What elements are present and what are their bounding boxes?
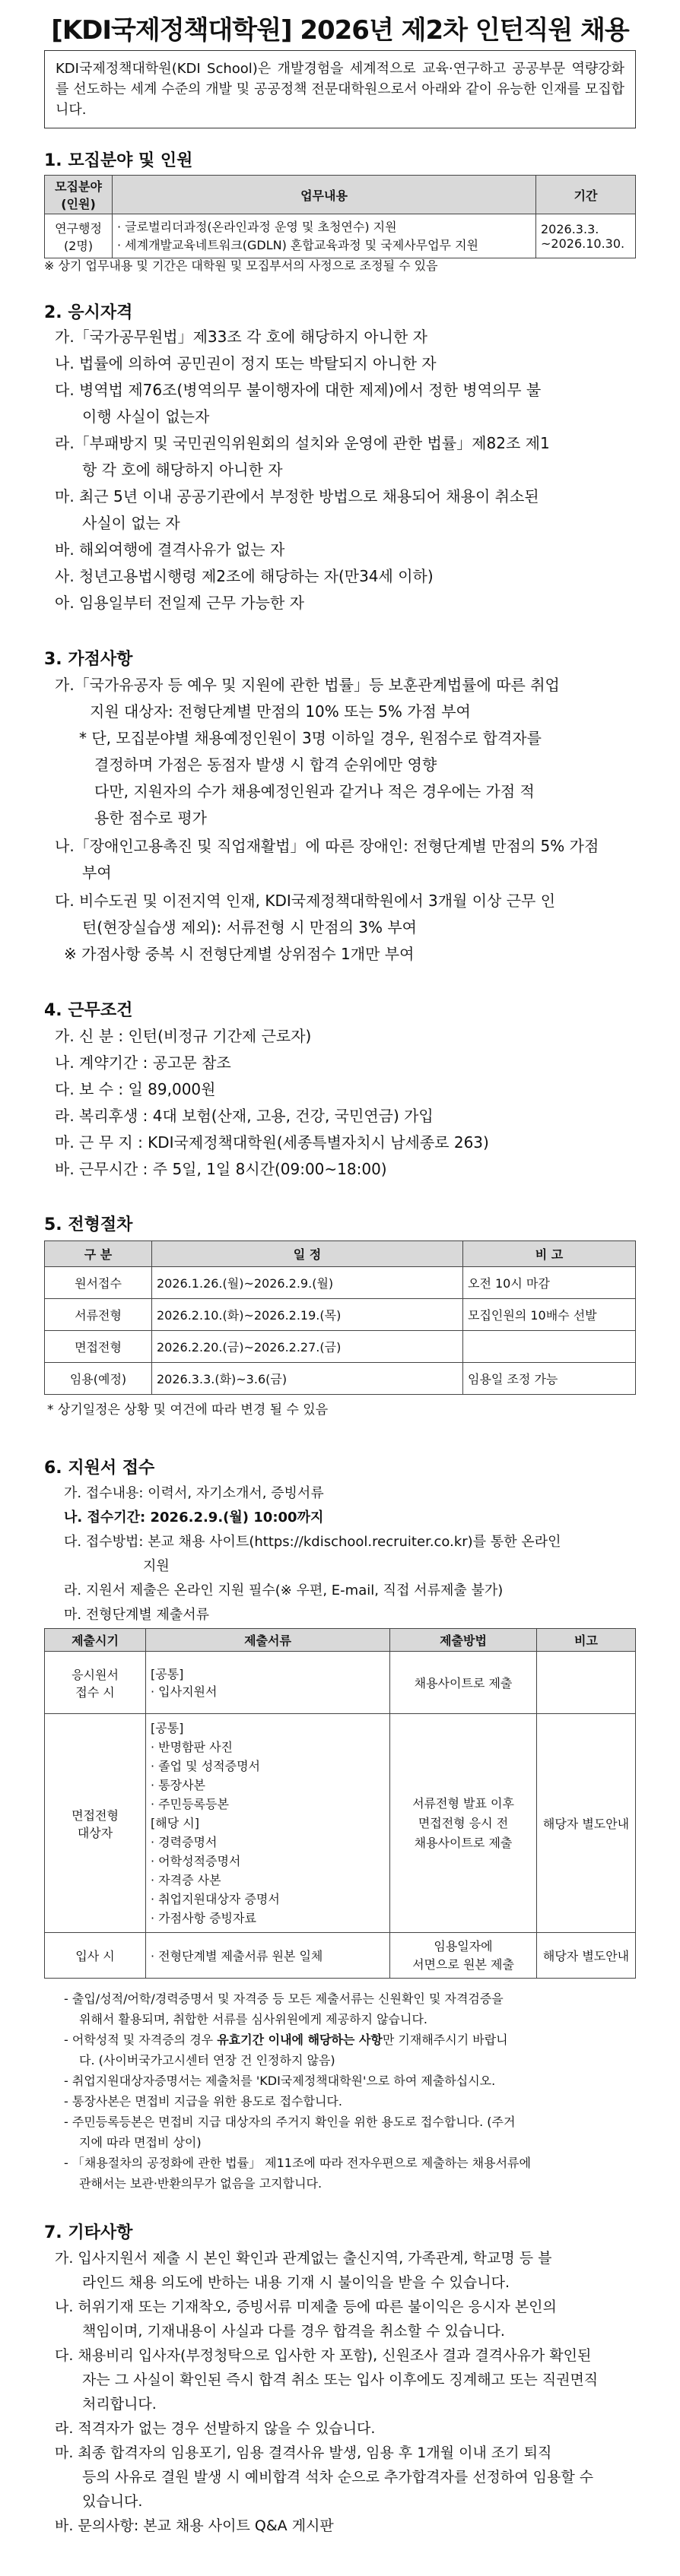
page-title: [KDI국제정책대학원] 2026년 제2차 인턴직원 채용	[51, 15, 629, 46]
s7-item: 다. 채용비리 입사자(부정청탁으로 입사한 자 포함), 신원조사 결과 결격사유가 확인된	[55, 2347, 592, 2364]
doc-item: · 전형단계별 제출서류 원본 일체	[151, 1949, 323, 1963]
s4-item: 다. 보 수 : 일 89,000원	[55, 1080, 216, 1098]
s2-item: 다. 병역법 제76조(병역의무 불이행자에 대한 제제)에서 정한 병역의무 불	[55, 381, 542, 399]
header-remark: 비 고	[463, 1241, 636, 1267]
s2-item: 가.「국가공무원법」제33조 각 호에 해당하지 아니한 자	[55, 328, 427, 346]
header-method: 제출방법	[390, 1629, 537, 1652]
s7-item-cont: 처리합니다.	[82, 2396, 157, 2413]
s2-item: 나. 법률에 의하여 공민권이 정지 또는 박탈되지 아니한 자	[55, 354, 437, 372]
section-1-title: 1. 모집분야 및 인원	[44, 151, 193, 170]
s6-item: 다. 접수방법: 본교 채용 사이트(https://kdischool.recruiter.co.kr)를 통한 온라인	[64, 1534, 561, 1550]
doc-item: · 가점사항 증빙자료	[151, 1911, 256, 1925]
s7-item: 라. 적격자가 없는 경우 선발하지 않을 수 있습니다.	[55, 2420, 376, 2437]
s7-item-cont: 있습니다.	[82, 2493, 143, 2510]
s3-item-cont: 부여	[82, 863, 112, 882]
cell-docs	[146, 1933, 390, 1979]
validity-emphasis: 유효기간 이내에 해당하는 사항	[217, 2033, 383, 2047]
recruit-field-table	[44, 175, 636, 258]
s6-item-cont: 지원	[143, 1558, 170, 1574]
s2-item: 사. 청년고용법시행령 제2조에 해당하는 자(만34세 이하)	[55, 567, 434, 585]
cell-schedule: 2026.3.3.(화)~3.6(금)	[152, 1363, 463, 1395]
s6-item: 마. 전형단계별 제출서류	[64, 1607, 210, 1623]
cell-method: 서류전형 발표 이후 면접전형 응시 전 채용사이트로 제출	[390, 1714, 537, 1933]
s6-note: - 취업지원대상자증명서는 제출처를 'KDI국제정책대학원'으로 하여 제출하십시오.	[64, 2074, 496, 2088]
section-6-title: 6. 지원서 접수	[44, 1459, 155, 1478]
section-5-title: 5. 전형절차	[44, 1215, 133, 1234]
cell-category: 면접전형	[45, 1331, 152, 1363]
s4-item: 바. 근무시간 : 주 5일, 1일 8시간(09:00~18:00)	[55, 1160, 387, 1178]
s7-item: 마. 최종 합격자의 임용포기, 임용 결격사유 발생, 임용 후 1개월 이내 조기 퇴직	[55, 2445, 552, 2461]
doc-item: · 졸업 및 성적증명서	[151, 1759, 260, 1773]
cell-remark: 임용일 조정 가능	[463, 1363, 636, 1395]
s2-item-cont: 사실이 없는 자	[82, 514, 180, 532]
s6-note: - 「채용절차의 공정화에 관한 법률」 제11조에 따라 전자우편으로 제출하는 채용서류에	[64, 2156, 531, 2170]
s2-item: 라.「부패방지 및 국민권익위원회의 설치와 운영에 관한 법률」제82조 제1	[55, 434, 550, 452]
s7-item-cont: 등의 사유로 결원 발생 시 예비합격 석차 순으로 추가합격자를 선정하여 임용할 수	[82, 2469, 594, 2486]
doc-item: · 입사지원서	[151, 1684, 218, 1699]
cell-category: 서류전형	[45, 1299, 152, 1331]
cell-docs	[146, 1652, 390, 1714]
s4-item: 마. 근 무 지 : KDI국제정책대학원(세종특별자치시 남세종로 263)	[55, 1133, 489, 1152]
s3-subitem: * 단, 모집분야별 채용예정인원이 3명 이하일 경우, 원점수로 합격자를	[79, 729, 542, 747]
s6-note: - 주민등록등본은 면접비 지급 대상자의 주거지 확인을 위한 용도로 접수합니다. (주거	[64, 2115, 516, 2129]
s6-note-cont: 위해서 활용되며, 취합한 서류를 심사위원에게 제공하지 않습니다.	[79, 2012, 428, 2026]
cell-category: 원서접수	[45, 1267, 152, 1299]
cell-docs	[146, 1714, 390, 1933]
cell-note: 해당자 별도안내	[537, 1714, 636, 1933]
cell-method: 채용사이트로 제출	[390, 1652, 537, 1714]
cell-when: 면접전형 대상자	[45, 1714, 146, 1933]
s7-item-cont: 자는 그 사실이 확인된 즉시 합격 취소 또는 입사 이후에도 징계해고 또는 직권면직	[82, 2372, 599, 2388]
cell-schedule: 2026.1.26.(월)~2026.2.9.(월)	[152, 1267, 463, 1299]
s6-item-deadline: 나. 접수기간: 2026.2.9.(월) 10:00까지	[64, 1510, 324, 1526]
doc-item: · 반명함판 사진	[151, 1740, 233, 1754]
header-category: 구 분	[45, 1241, 152, 1267]
section-3-title: 3. 가점사항	[44, 650, 133, 669]
cell-when: 입사 시	[45, 1933, 146, 1979]
header-when: 제출시기	[45, 1629, 146, 1652]
cell-remark	[463, 1331, 636, 1363]
header-duties: 업무내용	[113, 176, 536, 214]
s6-note-cont: 다. (사이버국가고시센터 연장 건 인정하지 않음)	[79, 2053, 335, 2067]
s3-item: 가.「국가유공자 등 예우 및 지원에 관한 법률」등 보훈관계법률에 따른 취업	[55, 676, 560, 694]
cell-period: 2026.3.3. ~2026.10.30.	[536, 214, 636, 258]
cell-category: 임용(예정)	[45, 1363, 152, 1395]
s3-subitem-cont: 결정하며 가점은 동점자 발생 시 합격 순위에만 영향	[94, 756, 437, 774]
intro-box: KDI국제정책대학원(KDI School)은 개발경험을 세계적으로 교육·연구하고 공공부문 역량강화를 선도하는 세계 수준의 개발 및 공공정책 전문대학원으로서 아래와 같이 유능한 인재를 모집합니다.	[44, 50, 636, 128]
cell-note: 해당자 별도안내	[537, 1933, 636, 1979]
documents-table	[44, 1628, 636, 1979]
header-note: 비고	[537, 1629, 636, 1652]
cell-remark: 오전 10시 마감	[463, 1267, 636, 1299]
s3-item: 다. 비수도권 및 이전지역 인재, KDI국제정책대학원에서 3개월 이상 근무 인	[55, 892, 556, 910]
section-2-title: 2. 응시자격	[44, 303, 133, 322]
s3-item-cont: 지원 대상자: 전형단계별 만점의 10% 또는 5% 가점 부여	[90, 702, 471, 721]
doc-item: · 통장사본	[151, 1778, 205, 1792]
s4-item: 나. 계약기간 : 공고문 참조	[55, 1054, 231, 1072]
header-field: 모집분야 (인원)	[45, 176, 113, 214]
s2-item-cont: 이행 사실이 없는자	[82, 407, 210, 426]
s3-subitem-cont: 다만, 지원자의 수가 채용예정인원과 같거나 적은 경우에는 가점 적	[94, 782, 535, 800]
s2-item: 바. 해외여행에 결격사유가 없는 자	[55, 540, 285, 559]
cell-schedule: 2026.2.20.(금)~2026.2.27.(금)	[152, 1331, 463, 1363]
s4-item: 가. 신 분 : 인턴(비정규 기간제 근로자)	[55, 1027, 312, 1045]
doc-item: [해당 시]	[151, 1816, 199, 1830]
doc-item: · 경력증명서	[151, 1835, 218, 1849]
cell-when: 응시원서 접수 시	[45, 1652, 146, 1714]
cell-remark: 모집인원의 10배수 선발	[463, 1299, 636, 1331]
s4-item: 라. 복리후생 : 4대 보험(산재, 고용, 건강, 국민연금) 가입	[55, 1107, 434, 1125]
header-schedule: 일 정	[152, 1241, 463, 1267]
s3-subitem-cont: 용한 점수로 평가	[94, 809, 207, 827]
s7-item-contact: 바. 문의사항: 본교 채용 사이트 Q&A 게시판	[55, 2517, 334, 2534]
s2-item: 마. 최근 5년 이내 공공기관에서 부정한 방법으로 채용되어 채용이 취소된	[55, 487, 539, 505]
s3-item: 나.「장애인고용촉진 및 직업재활법」에 따른 장애인: 전형단계별 만점의 5% 가점	[55, 837, 599, 855]
s7-item-cont: 라인드 채용 의도에 반하는 내용 기재 시 불이익을 받을 수 있습니다.	[82, 2274, 510, 2291]
s6-item: 라. 지원서 제출은 온라인 지원 필수(※ 우편, E-mail, 직접 서류제출 불가)	[64, 1583, 504, 1599]
doc-item: · 취업지원대상자 증명서	[151, 1892, 280, 1906]
cell-field: 연구행정 (2명)	[45, 214, 113, 258]
s6-note: - 출입/성적/어학/경력증명서 및 자격증 등 모든 제출서류는 신원확인 및 자격검증을	[64, 1991, 504, 2006]
s7-item: 가. 입사지원서 제출 시 본인 확인과 관계없는 출신지역, 가족관계, 학교명 등 블	[55, 2250, 552, 2267]
header-docs: 제출서류	[146, 1629, 390, 1652]
cell-note	[537, 1652, 636, 1714]
doc-item: · 어학성적증명서	[151, 1854, 241, 1868]
schedule-table	[44, 1240, 636, 1395]
s6-note: - 어학성적 및 자격증의 경우 유효기간 이내에 해당하는 사항만 기재해주시기 바랍니	[64, 2033, 508, 2047]
duty-item: · 글로벌리더과정(온라인과정 운영 및 초청연수) 지원	[117, 219, 397, 234]
section-4-title: 4. 근무조건	[44, 1001, 133, 1020]
s6-item: 가. 접수내용: 이력서, 자기소개서, 증빙서류	[64, 1485, 324, 1501]
s3-item-cont: 턴(현장실습생 제외): 서류전형 시 만점의 3% 부여	[82, 918, 417, 936]
s2-item: 아. 임용일부터 전일제 근무 가능한 자	[55, 594, 304, 612]
s7-item-cont: 책임이며, 기재내용이 사실과 다를 경우 합격을 취소할 수 있습니다.	[82, 2323, 505, 2340]
doc-item: · 주민등록등본	[151, 1797, 229, 1811]
duty-item: · 세계개발교육네트워크(GDLN) 혼합교육과정 및 국제사무업무 지원	[117, 237, 479, 252]
cell-duties	[113, 214, 536, 258]
cell-schedule: 2026.2.10.(화)~2026.2.19.(목)	[152, 1299, 463, 1331]
s3-note: ※ 가점사항 중복 시 전형단계별 상위점수 1개만 부여	[64, 945, 415, 963]
doc-item: [공통]	[151, 1721, 184, 1735]
doc-item: · 자격증 사본	[151, 1873, 221, 1887]
header-period: 기간	[536, 176, 636, 214]
s6-note: - 통장사본은 면접비 지급을 위한 용도로 접수합니다.	[64, 2094, 342, 2109]
cell-method: 임용일자에 서면으로 원본 제출	[390, 1933, 537, 1979]
s2-item-cont: 항 각 호에 해당하지 아니한 자	[82, 461, 283, 479]
section-1-note: ※ 상기 업무내용 및 기간은 대학원 및 모집부서의 사정으로 조정될 수 있음	[44, 258, 438, 273]
section-5-note: * 상기일정은 상황 및 여건에 따라 변경 될 수 있음	[47, 1402, 329, 1418]
s6-note-cont: 지에 따라 면접비 상이)	[79, 2135, 202, 2150]
doc-item: [공통]	[151, 1666, 184, 1681]
s6-note-cont: 관해서는 보관·반환의무가 없음을 고지합니다.	[79, 2176, 323, 2191]
section-7-title: 7. 기타사항	[44, 2223, 133, 2242]
s7-item: 나. 허위기재 또는 기재착오, 증빙서류 미제출 등에 따른 불이익은 응시자 본인의	[55, 2299, 557, 2315]
